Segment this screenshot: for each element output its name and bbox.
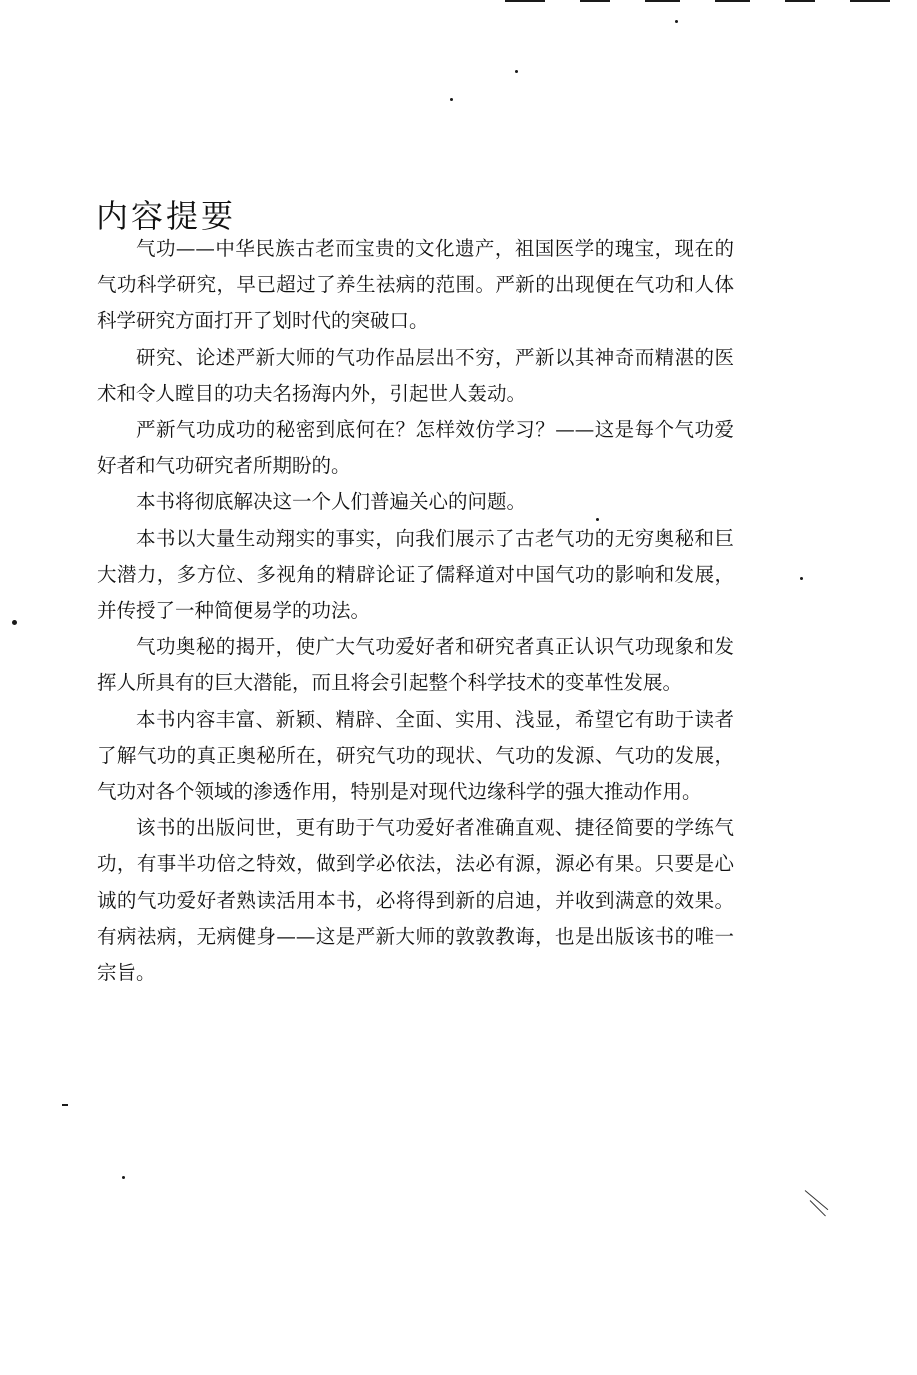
scan-speck — [515, 70, 518, 73]
paragraph: 本书内容丰富、新颖、精辟、全面、实用、浅显，希望它有助于读者了解气功的真正奥秘所在，研究气功的现状、气功的发源、气功的发展，气功对各个领域的渗透作用，特别是对现代边缘科学的强大推动作用。 — [97, 707, 734, 804]
page-title: 内容提要 — [96, 197, 237, 236]
paragraph: 本书将彻底解决这一个人们普遍关心的问题。 — [136, 490, 527, 514]
summary-body — [97, 231, 734, 991]
paragraph: 研究、论述严新大师的气功作品层出不穷，严新以其神奇而精湛的医术和令人瞠目的功夫名扬海内外，引起世人轰动。 — [97, 345, 734, 405]
scan-edge-mark — [505, 0, 545, 2]
scan-speck — [122, 1176, 125, 1179]
scan-edge-mark — [645, 0, 680, 2]
paragraph: 气功奥秘的揭开，使广大气功爱好者和研究者真正认识气功现象和发挥人所具有的巨大潜能，而且将会引起整个科学技术的变革性发展。 — [97, 635, 734, 695]
paragraph: 本书以大量生动翔实的事实，向我们展示了古老气功的无穷奥秘和巨大潜力，多方位、多视角的精辟论证了儒释道对中国气功的影响和发展，并传授了一种简便易学的功法。 — [97, 526, 734, 623]
scan-speck — [62, 1104, 68, 1106]
paragraph: 严新气功成功的秘密到底何在？怎样效仿学习？——这是每个气功爱好者和气功研究者所期盼的。 — [97, 418, 734, 478]
scan-edge-mark — [580, 0, 610, 2]
paragraph: 该书的出版问世，更有助于气功爱好者准确直观、捷径简要的学练气功，有事半功倍之特效，做到学必依法，法必有源，源必有果。只要是心诚的气功爱好者熟读活用本书，必将得到新的启迪，并收到满意的效果。有病祛病，无病健身——这是严新大师的敦敦教诲，也是出版该书的唯一宗旨。 — [97, 816, 734, 985]
paragraph: 气功——中华民族古老而宝贵的文化遗产，祖国医学的瑰宝，现在的气功科学研究，早已超过了养生祛病的范围。严新的出现便在气功和人体科学研究方面打开了划时代的突破口。 — [97, 237, 734, 333]
scan-speck — [800, 577, 803, 580]
scan-speck — [675, 20, 678, 23]
scan-edge-mark — [715, 0, 750, 2]
scan-edge-mark — [850, 0, 890, 2]
scan-speck — [450, 98, 453, 101]
scan-edge-mark — [785, 0, 815, 2]
scan-speck — [12, 620, 17, 625]
